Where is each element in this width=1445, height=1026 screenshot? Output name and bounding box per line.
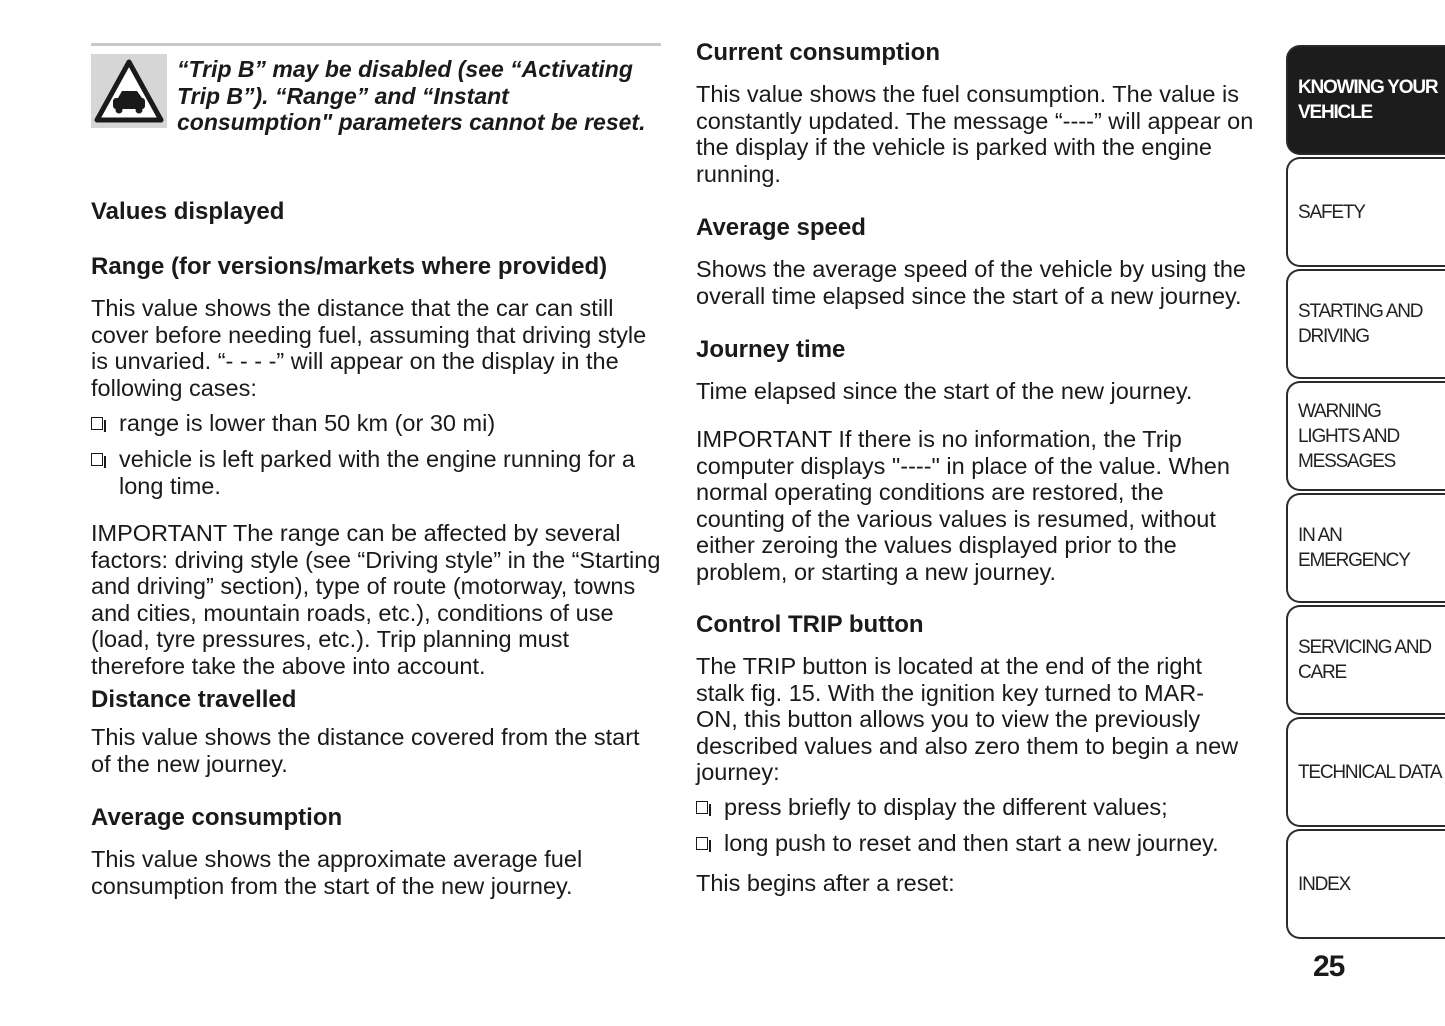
checkbox-bullet-icon: [91, 453, 103, 466]
average-speed-heading: Average speed: [696, 214, 866, 241]
distance-heading: Distance travelled: [91, 686, 297, 713]
journey-time-text: Time elapsed since the start of the new journey.: [696, 378, 1193, 404]
trip-after-text: This begins after a reset:: [696, 870, 955, 896]
page-number: 25: [1313, 950, 1345, 983]
checkbox-bullet-icon: [696, 837, 708, 850]
tab-servicing-and-care[interactable]: SERVICING AND CARE: [1286, 605, 1445, 715]
range-heading: Range (for versions/markets where provided): [91, 253, 608, 280]
tab-warning-lights[interactable]: WARNING LIGHTS AND MESSAGES: [1286, 381, 1445, 491]
range-important: IMPORTANT The range can be affected by several factors: driving style (see “Driving style” in the “Starting and driving” section), type of route (motorway, towns and cities, mountain roads, etc.), conditions of use (load, tyre pressures, etc.). Trip planning must therefore take the above into account.: [91, 520, 661, 679]
checkbox-bullet-icon: [696, 801, 708, 814]
list-item: long push to reset and then start a new journey.: [696, 830, 1264, 857]
tab-starting-and-driving[interactable]: STARTING AND DRIVING: [1286, 269, 1445, 379]
tab-safety[interactable]: SAFETY: [1286, 157, 1445, 267]
values-displayed-heading: Values displayed: [91, 198, 285, 225]
warning-note: [91, 56, 661, 136]
current-consumption-text: This value shows the fuel consumption. The value is constantly updated. The message “----” will appear on the display if the vehicle is parked with the engine running.: [696, 81, 1254, 187]
tab-in-an-emergency[interactable]: IN AN EMERGENCY: [1286, 493, 1445, 603]
average-speed-text: Shows the average speed of the vehicle by using the overall time elapsed since the start of a new journey.: [696, 256, 1247, 309]
journey-important: IMPORTANT If there is no information, the Trip computer displays "----" in place of the value. When normal operating conditions are restored, the counting of the various values is resumed, without either zeroing the values displayed prior to the problem, or starting a new journey.: [696, 426, 1230, 585]
control-trip-heading: Control TRIP button: [696, 611, 924, 638]
average-consumption-heading: Average consumption: [91, 804, 343, 831]
tab-technical-data[interactable]: TECHNICAL DATA: [1286, 717, 1445, 827]
warning-text: “Trip B” may be disabled (see “Activating Trip B”). “Range” and “Instant consumption" parameters cannot be reset.: [177, 56, 646, 135]
distance-text: This value shows the distance covered from the start of the new journey.: [91, 724, 640, 777]
journey-time-heading: Journey time: [696, 336, 846, 363]
tab-index[interactable]: INDEX: [1286, 829, 1445, 939]
list-item: vehicle is left parked with the engine running for a long time.: [91, 446, 661, 499]
list-item: press briefly to display the different values;: [696, 794, 1264, 821]
range-text: This value shows the distance that the car can still cover before needing fuel, assuming that driving style is unvaried. “- - - -” will appear on the display in the following cases:: [91, 295, 647, 401]
tab-knowing-your-vehicle[interactable]: KNOWING YOUR VEHICLE: [1286, 45, 1445, 155]
checkbox-bullet-icon: [91, 417, 103, 430]
average-consumption-text: This value shows the approximate average fuel consumption from the start of the new journey.: [91, 846, 583, 899]
current-consumption-heading: Current consumption: [696, 39, 940, 66]
list-item: range is lower than 50 km (or 30 mi): [91, 410, 661, 437]
control-trip-text: The TRIP button is located at the end of the right stalk fig. 15. With the ignition key turned to MAR-ON, this button allows you to view the previously described values and also zero them to begin a new journey:: [696, 653, 1239, 785]
warning-top-rule: [91, 43, 661, 46]
